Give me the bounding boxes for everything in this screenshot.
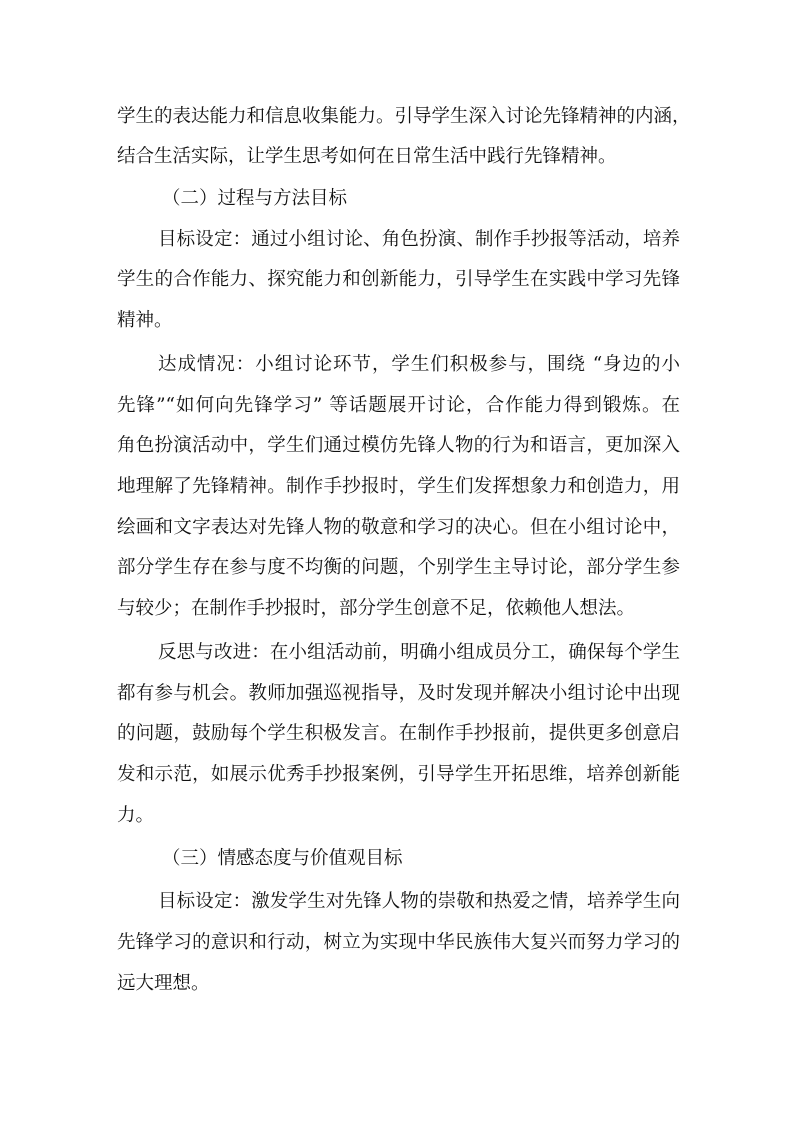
body-line: 先锋”“如何向先锋学习” 等话题展开讨论，合作能力得到锻炼。在 [117,395,680,416]
body-line: 与较少；在制作手抄报时，部分学生创意不足，依赖他人想法。 [117,598,636,619]
body-line: 地理解了先锋精神。制作手抄报时，学生们发挥想象力和创造力，用 [117,476,680,497]
body-line: 角色扮演活动中，学生们通过模仿先锋人物的行为和语言，更加深入 [117,435,680,456]
body-line: 部分学生存在参与度不均衡的问题，个别学生主导讨论，部分学生参 [117,557,680,578]
body-line: 远大理想。 [117,973,210,994]
body-line: 达成情况：小组讨论环节，学生们积极参与，围绕 “身边的小 [158,354,680,375]
body-line: 的问题，鼓励每个学生积极发言。在制作手抄报前，提供更多创意启 [117,723,680,744]
body-line: 目标设定：通过小组讨论、角色扮演、制作手抄报等活动，培养 [158,229,680,250]
body-line: 学生的表达能力和信息收集能力。引导学生深入讨论先锋精神的内涵， [117,106,691,127]
section-heading-emotion-values: （三）情感态度与价值观目标 [162,848,403,869]
body-line: 结合生活实际，让学生思考如何在日常生活中践行先锋精神。 [117,146,617,167]
body-line: 绘画和文字表达对先锋人物的敬意和学习的决心。但在小组讨论中， [117,517,680,538]
section-heading-process-methods: （二）过程与方法目标 [162,188,348,209]
body-line: 目标设定：激发学生对先锋人物的崇敬和热爱之情，培养学生向 [158,891,680,912]
body-line: 先锋学习的意识和行动，树立为实现中华民族伟大复兴而努力学习的 [117,932,680,953]
body-line: 力。 [117,805,155,826]
body-line: 学生的合作能力、探究能力和创新能力，引导学生在实践中学习先锋 [117,269,680,290]
body-line: 反思与改进：在小组活动前，明确小组成员分工，确保每个学生 [158,642,680,663]
body-line: 发和示范，如展示优秀手抄报案例，引导学生开拓思维，培养创新能 [117,764,680,785]
body-line: 精神。 [117,310,173,331]
body-line: 都有参与机会。教师加强巡视指导，及时发现并解决小组讨论中出现 [117,683,680,704]
